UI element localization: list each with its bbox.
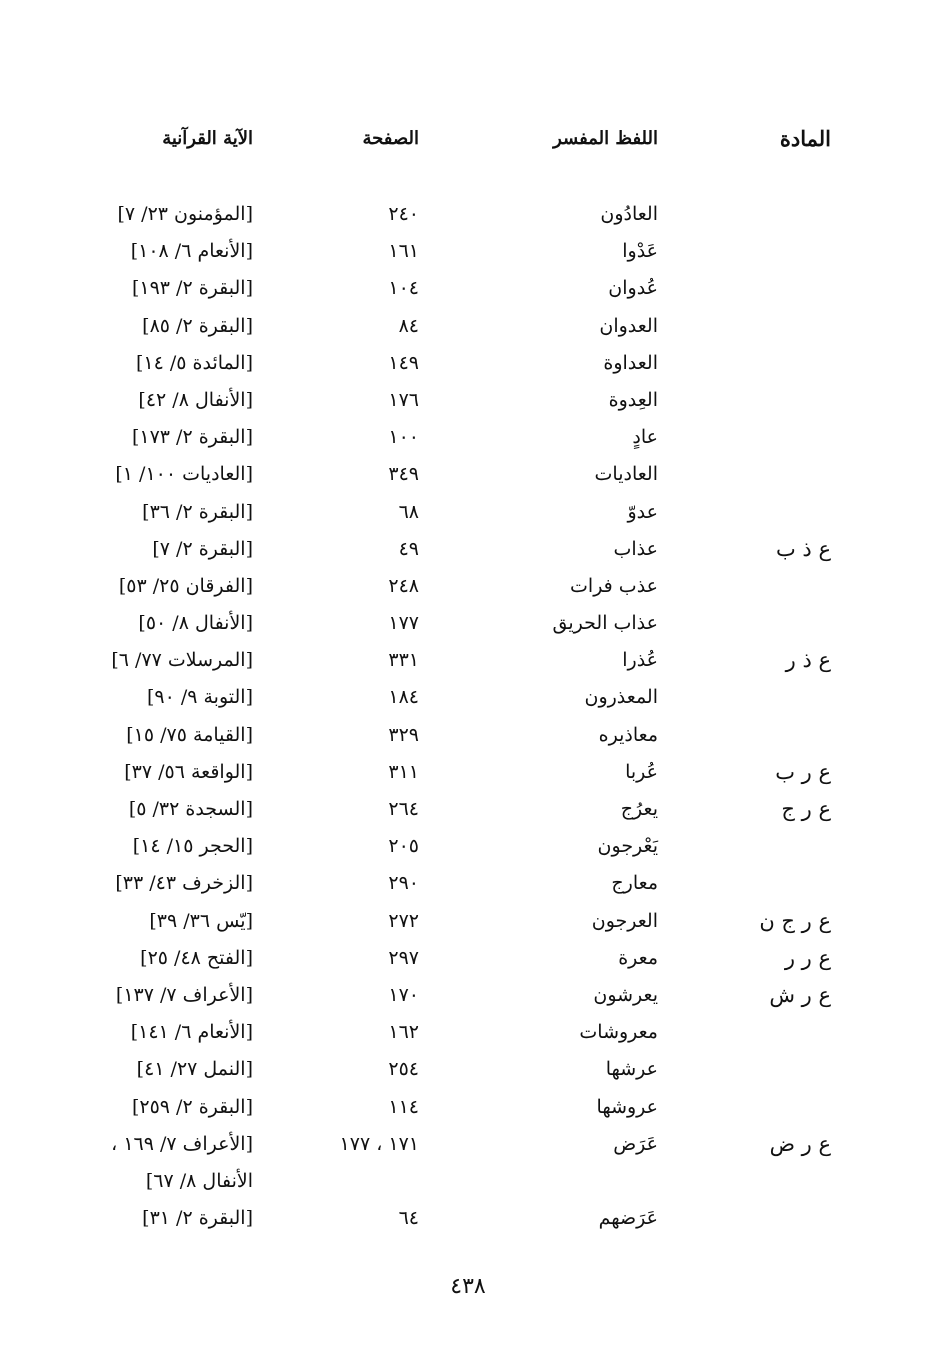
verse-cell: [الأعراف ٧/ ١٦٩ ،: [111, 1132, 253, 1155]
table-row: [0, 1126, 937, 1163]
verse-cell: [البقرة ٢/ ١٩٣]: [131, 277, 253, 300]
word-cell: عَرَضهم: [598, 1207, 658, 1230]
page-cell: ٢٤٨: [388, 574, 419, 597]
root-cell: ع ذ ب: [775, 536, 831, 561]
verse-cell: الأنفال ٨/ ٦٧]: [145, 1169, 253, 1192]
page-cell: ١٧٧: [388, 612, 419, 635]
verse-cell: [السجدة ٣٢/ ٥]: [128, 798, 253, 820]
verse-cell: [البقرة ٢/ ٨٥]: [142, 314, 253, 337]
header-page: الصفحة: [362, 128, 419, 149]
page-cell: ٤٩: [398, 537, 419, 560]
verse-cell: [يّس ٣٦/ ٣٩]: [149, 909, 253, 932]
header-verse: الآية القرآنية: [162, 128, 253, 149]
word-cell: عروشها: [596, 1095, 658, 1118]
word-cell: عُدوان: [608, 277, 658, 300]
word-cell: عذاب الحريق: [552, 612, 658, 635]
page-cell: ٢٤٠: [388, 203, 419, 225]
root-cell: ع ر ج: [781, 797, 831, 821]
verse-cell: [البقرة ٢/ ٧]: [152, 537, 253, 560]
page-cell: ٢٠٥: [388, 835, 419, 858]
verse-cell: [المرسلات ٧٧/ ٦]: [111, 649, 253, 672]
root-cell: ع ر ش: [769, 982, 831, 1007]
word-cell: عذب فرات: [570, 574, 658, 597]
table-row: [0, 568, 937, 605]
table-row: [0, 1089, 937, 1126]
verse-cell: [البقرة ٢/ ٢٥٩]: [131, 1095, 253, 1118]
table-header: [0, 122, 937, 156]
table-row: [0, 679, 937, 716]
page-cell: ١٧٠: [388, 983, 419, 1006]
word-cell: عرشها: [605, 1058, 658, 1081]
verse-cell: [الأنفال ٨/ ٤٢]: [138, 388, 253, 411]
table-row: [0, 345, 937, 382]
table-row: [0, 940, 937, 977]
verse-cell: [الأنفال ٨/ ٥٠]: [138, 612, 253, 635]
verse-cell: [التوبة ٩/ ٩٠]: [146, 686, 253, 709]
root-cell: ع ر ر: [784, 945, 831, 970]
word-cell: العاديات: [594, 463, 658, 486]
root-cell: ع ر ض: [769, 1131, 831, 1156]
table-row: [0, 419, 937, 456]
word-cell: يَعْرجون: [597, 835, 658, 858]
word-cell: معاذيره: [598, 723, 658, 746]
page-cell: ٨٤: [398, 314, 419, 337]
word-cell: معروشات: [579, 1021, 658, 1044]
table-row: [0, 233, 937, 270]
word-cell: يعرُج: [620, 798, 658, 820]
page-cell: ٢٧٢: [388, 909, 419, 932]
word-cell: عُذرا: [622, 649, 658, 672]
verse-cell: [الأنعام ٦/ ١٤١]: [130, 1021, 253, 1044]
table-row: [0, 903, 937, 940]
word-cell: عُربا: [625, 760, 658, 783]
page-cell: ١٧٦: [388, 388, 419, 411]
verse-cell: [الحجر ١٥/ ١٤]: [132, 835, 253, 858]
word-cell: عَدْوا: [622, 240, 658, 263]
verse-cell: [البقرة ٢/ ٣١]: [142, 1207, 253, 1230]
table-row: [0, 828, 937, 865]
word-cell: العرجون: [591, 909, 658, 932]
table-row: [0, 1051, 937, 1088]
word-cell: عذاب: [613, 537, 658, 560]
page-cell: ٣٣١: [388, 649, 419, 672]
word-cell: يعرشون: [593, 983, 658, 1006]
word-cell: عدوّ: [627, 500, 658, 523]
table-row: [0, 642, 937, 679]
table-row: [0, 1200, 937, 1237]
page-cell: ٢٩٠: [388, 872, 419, 895]
word-cell: عادٍ: [632, 426, 658, 449]
header-word: اللفظ المفسر: [553, 128, 658, 149]
verse-cell: [القيامة ٧٥/ ١٥]: [126, 723, 253, 746]
page-cell: ٣١١: [388, 760, 419, 783]
root-cell: ع ذ ر: [785, 648, 831, 673]
root-cell: ع ر ب: [775, 759, 831, 784]
table-row: [0, 865, 937, 902]
verse-cell: [البقرة ٢/ ٣٦]: [142, 500, 253, 523]
table-row: [0, 196, 937, 233]
word-cell: معرة: [618, 946, 658, 969]
table-row: [0, 717, 937, 754]
page-cell: ١٠٠: [388, 426, 419, 449]
word-cell: عَرَض: [613, 1132, 658, 1155]
page-cell: ١٧١ ، ١٧٧: [339, 1132, 419, 1155]
table-row: [0, 531, 937, 568]
word-cell: العدوان: [599, 314, 658, 337]
table-row: [0, 382, 937, 419]
verse-cell: [الفتح ٤٨/ ٢٥]: [140, 946, 253, 969]
verse-cell: [الزخرف ٤٣/ ٣٣]: [115, 872, 253, 895]
table-row: [0, 605, 937, 642]
page-cell: ٢٥٤: [388, 1058, 419, 1081]
table-row: [0, 494, 937, 531]
page-cell: ٦٨: [398, 500, 419, 523]
table-row: [0, 977, 937, 1014]
verse-cell: [المائدة ٥/ ١٤]: [135, 351, 253, 374]
root-cell: ع ر ج ن: [759, 908, 831, 933]
header-root: المادة: [779, 126, 831, 151]
verse-cell: [المؤمنون ٢٣/ ٧]: [117, 203, 253, 225]
page-number: ٤٣٨: [450, 1274, 486, 1299]
verse-cell: [البقرة ٢/ ١٧٣]: [131, 426, 253, 449]
page-cell: ١٤٩: [388, 351, 419, 374]
page-cell: ٣٤٩: [388, 463, 419, 486]
table-row: [0, 308, 937, 345]
word-cell: المعذرون: [584, 686, 658, 709]
page-cell: ١٨٤: [388, 686, 419, 709]
word-cell: العادُون: [600, 203, 658, 225]
verse-cell: [الأعراف ٧/ ١٣٧]: [115, 983, 253, 1006]
verse-cell: [الواقعة ٥٦/ ٣٧]: [124, 760, 253, 783]
table-row: [0, 270, 937, 307]
table-row: [0, 1163, 937, 1200]
page-cell: ٣٢٩: [388, 723, 419, 746]
table-row: [0, 791, 937, 828]
page-cell: ٢٩٧: [388, 946, 419, 969]
page-cell: ١٦١: [388, 240, 419, 263]
verse-cell: [العاديات ١٠٠/ ١]: [115, 463, 253, 486]
table-row: [0, 456, 937, 493]
word-cell: العِدوة: [608, 388, 658, 411]
verse-cell: [الفرقان ٢٥/ ٥٣]: [118, 574, 253, 597]
page-cell: ٢٦٤: [388, 798, 419, 820]
page-cell: ١١٤: [388, 1095, 419, 1118]
page-cell: ١٦٢: [388, 1021, 419, 1044]
word-cell: العداوة: [603, 351, 658, 374]
table-row: [0, 1014, 937, 1051]
verse-cell: [النمل ٢٧/ ٤١]: [136, 1058, 253, 1081]
page-cell: ١٠٤: [388, 277, 419, 300]
word-cell: معارج: [611, 872, 658, 895]
table-row: [0, 754, 937, 791]
verse-cell: [الأنعام ٦/ ١٠٨]: [130, 240, 253, 263]
page-cell: ٦٤: [398, 1207, 419, 1230]
index-table-body: [0, 196, 937, 1237]
